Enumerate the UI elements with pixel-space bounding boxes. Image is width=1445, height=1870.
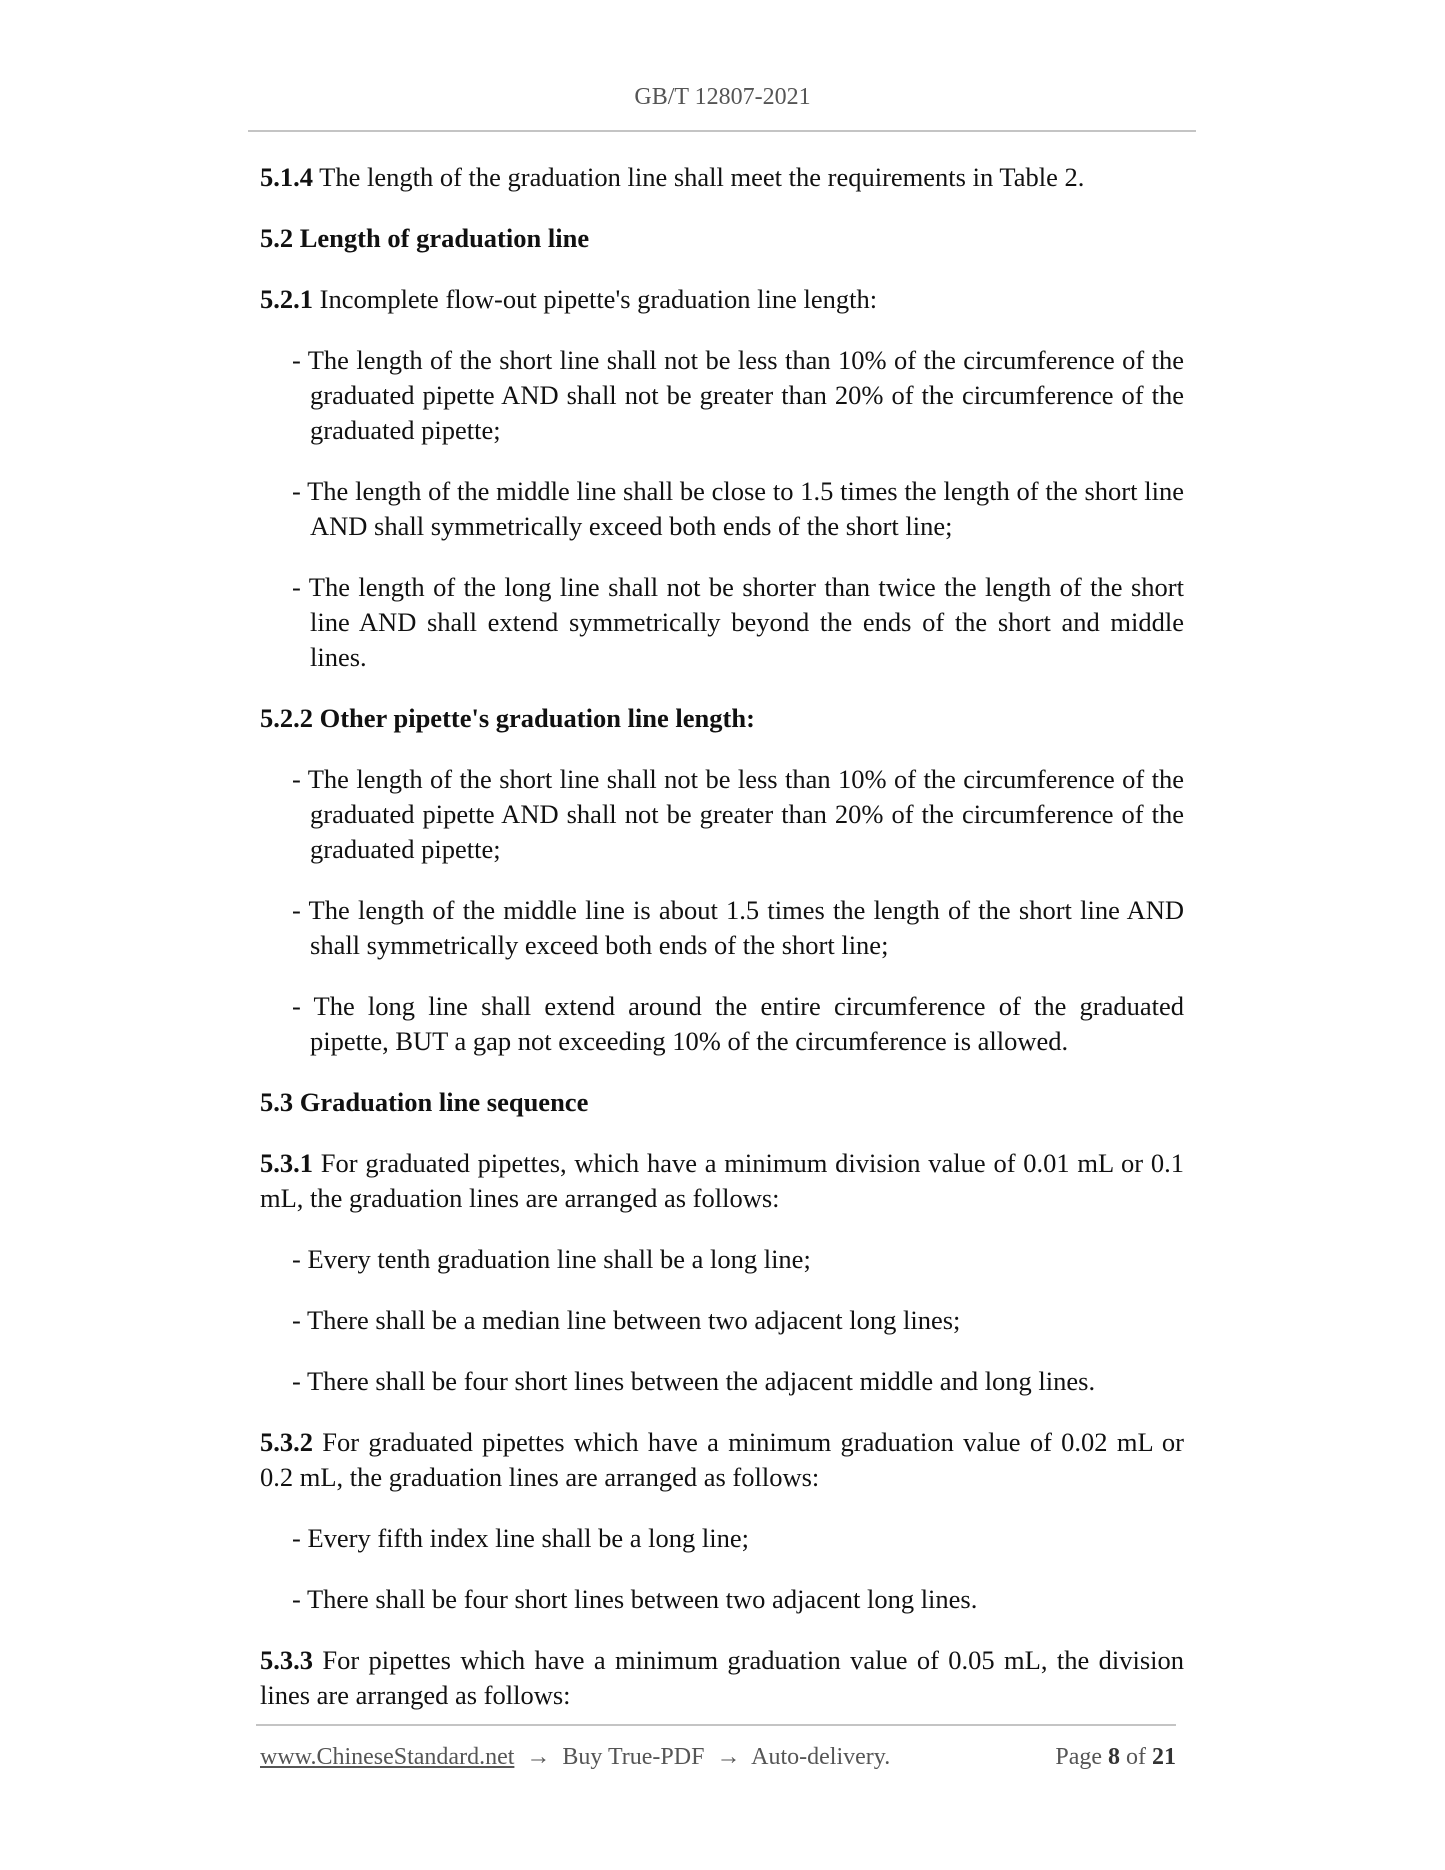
clause-number: 5.3.2 [260, 1427, 313, 1457]
clause-text: For graduated pipettes which have a minimum graduation value of 0.02 mL or 0.2 mL, the graduation lines are arranged as follows: [260, 1427, 1184, 1492]
section-heading-5-3: 5.3 Graduation line sequence [260, 1087, 589, 1117]
list-item: - The length of the short line shall not be less than 10% of the circumference of the graduated pipette AND shall not be greater than 20% of the circumference of the graduated pipette; [292, 764, 1184, 864]
list-item: - The long line shall extend around the entire circumference of the graduated pipette, BUT a gap not exceeding 10% of the circumference is allowed. [292, 991, 1184, 1056]
clause-number: 5.3.1 [260, 1148, 313, 1178]
clause-number: 5.3.3 [260, 1645, 313, 1675]
clause-5-3-3 [260, 1643, 1184, 1713]
list-item: - The length of the middle line shall be close to 1.5 times the length of the short line AND shall symmetrically exceed both ends of the short line; [292, 476, 1184, 541]
clause-text: For graduated pipettes, which have a minimum division value of 0.01 mL or 0.1 mL, the graduation lines are arranged as follows: [260, 1148, 1184, 1213]
clause-text: Incomplete flow-out pipette's graduation line length: [313, 284, 878, 314]
page-indicator [1055, 1744, 1176, 1771]
section-heading-5-2-2: 5.2.2 Other pipette's graduation line length: [260, 703, 755, 733]
list-item: - There shall be a median line between two adjacent long lines; [292, 1305, 961, 1335]
header-divider [248, 130, 1196, 132]
list-item: - Every tenth graduation line shall be a long line; [292, 1244, 811, 1274]
list-item: - There shall be four short lines between the adjacent middle and long lines. [292, 1366, 1096, 1396]
clause-text: The length of the graduation line shall meet the requirements in Table 2. [313, 162, 1085, 192]
section-heading-5-2: 5.2 Length of graduation line [260, 223, 590, 253]
of-label: of [1126, 1744, 1146, 1770]
list-item: - The length of the middle line is about 1.5 times the length of the short line AND shall symmetrically exceed both ends of the short line; [292, 895, 1184, 960]
document-body [260, 160, 1184, 1739]
clause-5-1-4 [260, 160, 1184, 195]
clause-5-3-1 [260, 1146, 1184, 1216]
list-item: - Every fifth index line shall be a long line; [292, 1523, 749, 1553]
running-header: GB/T 12807-2021 [634, 84, 811, 110]
clause-number: 5.2.1 [260, 284, 313, 314]
clause-5-2-1 [260, 282, 1184, 317]
page-label: Page [1055, 1744, 1102, 1770]
footer-divider [256, 1724, 1176, 1726]
arrow-right-icon: → [716, 1744, 741, 1770]
clause-5-3-2 [260, 1425, 1184, 1495]
current-page-number: 8 [1108, 1744, 1120, 1770]
clause-text: For pipettes which have a minimum graduation value of 0.05 mL, the division lines are arranged as follows: [260, 1645, 1184, 1710]
list-item: - There shall be four short lines between two adjacent long lines. [292, 1584, 978, 1614]
clause-number: 5.1.4 [260, 162, 313, 192]
list-item: - The length of the long line shall not be shorter than twice the length of the short line AND shall extend symmetrically beyond the ends of the short and middle lines. [292, 572, 1184, 672]
auto-delivery-text: Auto-delivery. [751, 1744, 891, 1770]
website-link[interactable]: www.ChineseStandard.net [260, 1744, 515, 1770]
total-pages: 21 [1152, 1744, 1176, 1770]
buy-pdf-text: Buy True-PDF [562, 1744, 705, 1770]
footer-links [260, 1744, 890, 1771]
list-item: - The length of the short line shall not be less than 10% of the circumference of the graduated pipette AND shall not be greater than 20% of the circumference of the graduated pipette; [292, 345, 1184, 445]
arrow-right-icon: → [526, 1744, 551, 1770]
